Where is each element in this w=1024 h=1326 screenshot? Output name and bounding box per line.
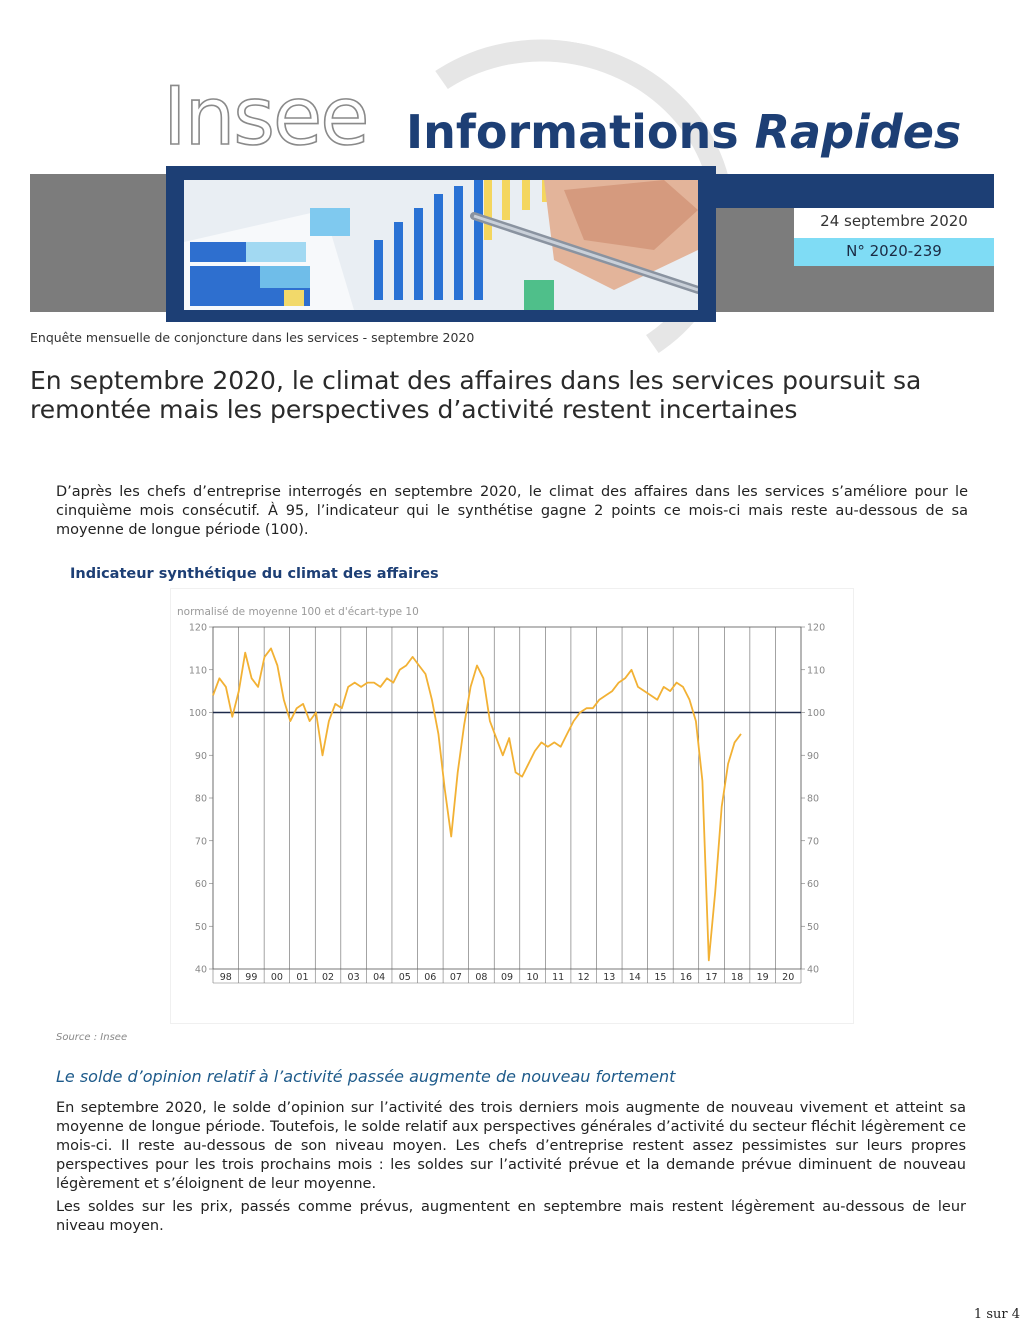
y-tick-label-right: 40 <box>807 964 820 976</box>
axis-labels <box>189 623 825 984</box>
header-navy-band <box>716 174 994 208</box>
y-tick-label: 100 <box>188 708 207 719</box>
section-title: Le solde d’opinion relatif à l’activité passée augmente de nouveau fortement <box>56 1067 676 1086</box>
y-tick-label-right: 80 <box>807 793 820 805</box>
x-tick-label: 05 <box>398 972 411 983</box>
y-tick-label-right: 70 <box>807 836 820 848</box>
business-climate-chart <box>171 589 853 1023</box>
x-tick-label: 00 <box>270 972 283 983</box>
y-tick-label: 80 <box>194 793 207 805</box>
y-tick-label: 50 <box>194 921 207 933</box>
insee-logo: Insee <box>163 70 368 163</box>
activity-paragraph: En septembre 2020, le solde d’opinion sur l’activité des trois derniers mois augmente de nouveau vivement et atteint sa moyenne de longue période. Toutefois, le solde relatif aux perspectives générales d’activité du secteur fléchit légèrement ce mois-ci. Il reste au-dessous de son niveau moyen. Les chefs d’entreprise restent assez pessimistes sur leurs propres perspectives pour les trois prochains mois : les soldes sur l’activité prévue et la demande prévue diminuent de nouveau légèrement et s’éloignent de leur moyenne. <box>56 1100 966 1192</box>
x-tick-label: 17 <box>705 972 718 983</box>
x-tick-label: 19 <box>756 972 769 983</box>
x-tick-label: 07 <box>449 972 462 983</box>
y-tick-label-right: 110 <box>807 665 826 677</box>
x-tick-label: 20 <box>782 972 795 983</box>
x-tick-label: 99 <box>245 972 258 983</box>
x-tick-label: 04 <box>373 972 386 983</box>
x-tick-label: 06 <box>424 972 437 983</box>
chart-container <box>170 588 854 1024</box>
intro-paragraph: D’après les chefs d’entreprise interrogés en septembre 2020, le climat des affaires dans les services s’améliore pour le cinquième mois consécutif. À 95, l’indicateur qui le synthétise gagne 2 points ce mois-ci mais reste au-dessous de sa moyenne de longue période (100). <box>56 484 968 538</box>
x-tick-label: 11 <box>552 972 565 983</box>
chart-subtitle: normalisé de moyenne 100 et d'écart-type 10 <box>177 606 419 618</box>
y-tick-label: 110 <box>188 665 207 677</box>
y-tick-label-right: 90 <box>807 750 820 762</box>
publication-title <box>406 104 961 160</box>
publication-number: N° 2020-239 <box>846 242 942 260</box>
chart-source: Source : Insee <box>56 1032 128 1043</box>
x-tick-label: 02 <box>321 972 335 983</box>
x-tick-label: 18 <box>731 972 744 983</box>
business-climate-series <box>213 648 741 960</box>
chart-title: Indicateur synthétique du climat des affaires <box>70 566 439 582</box>
x-tick-label: 13 <box>603 972 616 983</box>
headline: En septembre 2020, le climat des affaires dans les services poursuit sa remontée mais les perspectives d’activité restent incertaines <box>30 366 922 424</box>
y-tick-label-right: 100 <box>807 708 826 719</box>
x-tick-label: 01 <box>296 972 309 983</box>
y-tick-label: 120 <box>188 622 207 634</box>
publication-title-main: Informations <box>406 105 755 159</box>
chart-paper-illustration <box>184 180 698 310</box>
series-layer <box>213 648 741 960</box>
x-tick-label: 03 <box>347 972 360 983</box>
publication-title-italic: Rapides <box>754 105 962 159</box>
chart-grid <box>209 627 805 983</box>
x-tick-label: 10 <box>526 972 539 983</box>
header-photo <box>184 180 698 310</box>
x-tick-label: 16 <box>679 972 693 983</box>
page-indicator: 1 sur 4 <box>973 1307 1020 1322</box>
survey-label: Enquête mensuelle de conjoncture dans les services - septembre 2020 <box>30 330 475 345</box>
y-tick-label: 70 <box>194 836 207 848</box>
y-tick-label-right: 120 <box>807 622 826 634</box>
x-tick-label: 98 <box>219 972 232 983</box>
x-tick-label: 15 <box>654 972 667 983</box>
x-tick-label: 08 <box>475 972 488 983</box>
y-tick-label: 60 <box>194 879 207 890</box>
y-tick-label: 40 <box>194 964 207 976</box>
x-tick-label: 12 <box>577 972 590 983</box>
y-tick-label-right: 50 <box>807 921 820 933</box>
publication-date: 24 septembre 2020 <box>820 212 968 230</box>
y-tick-label-right: 60 <box>807 879 820 890</box>
y-tick-label: 90 <box>194 750 207 762</box>
x-tick-label: 09 <box>500 972 514 983</box>
prices-paragraph: Les soldes sur les prix, passés comme prévus, augmentent en septembre mais restent légèrement au-dessous de leur niveau moyen. <box>56 1199 966 1234</box>
x-tick-label: 14 <box>628 972 641 983</box>
